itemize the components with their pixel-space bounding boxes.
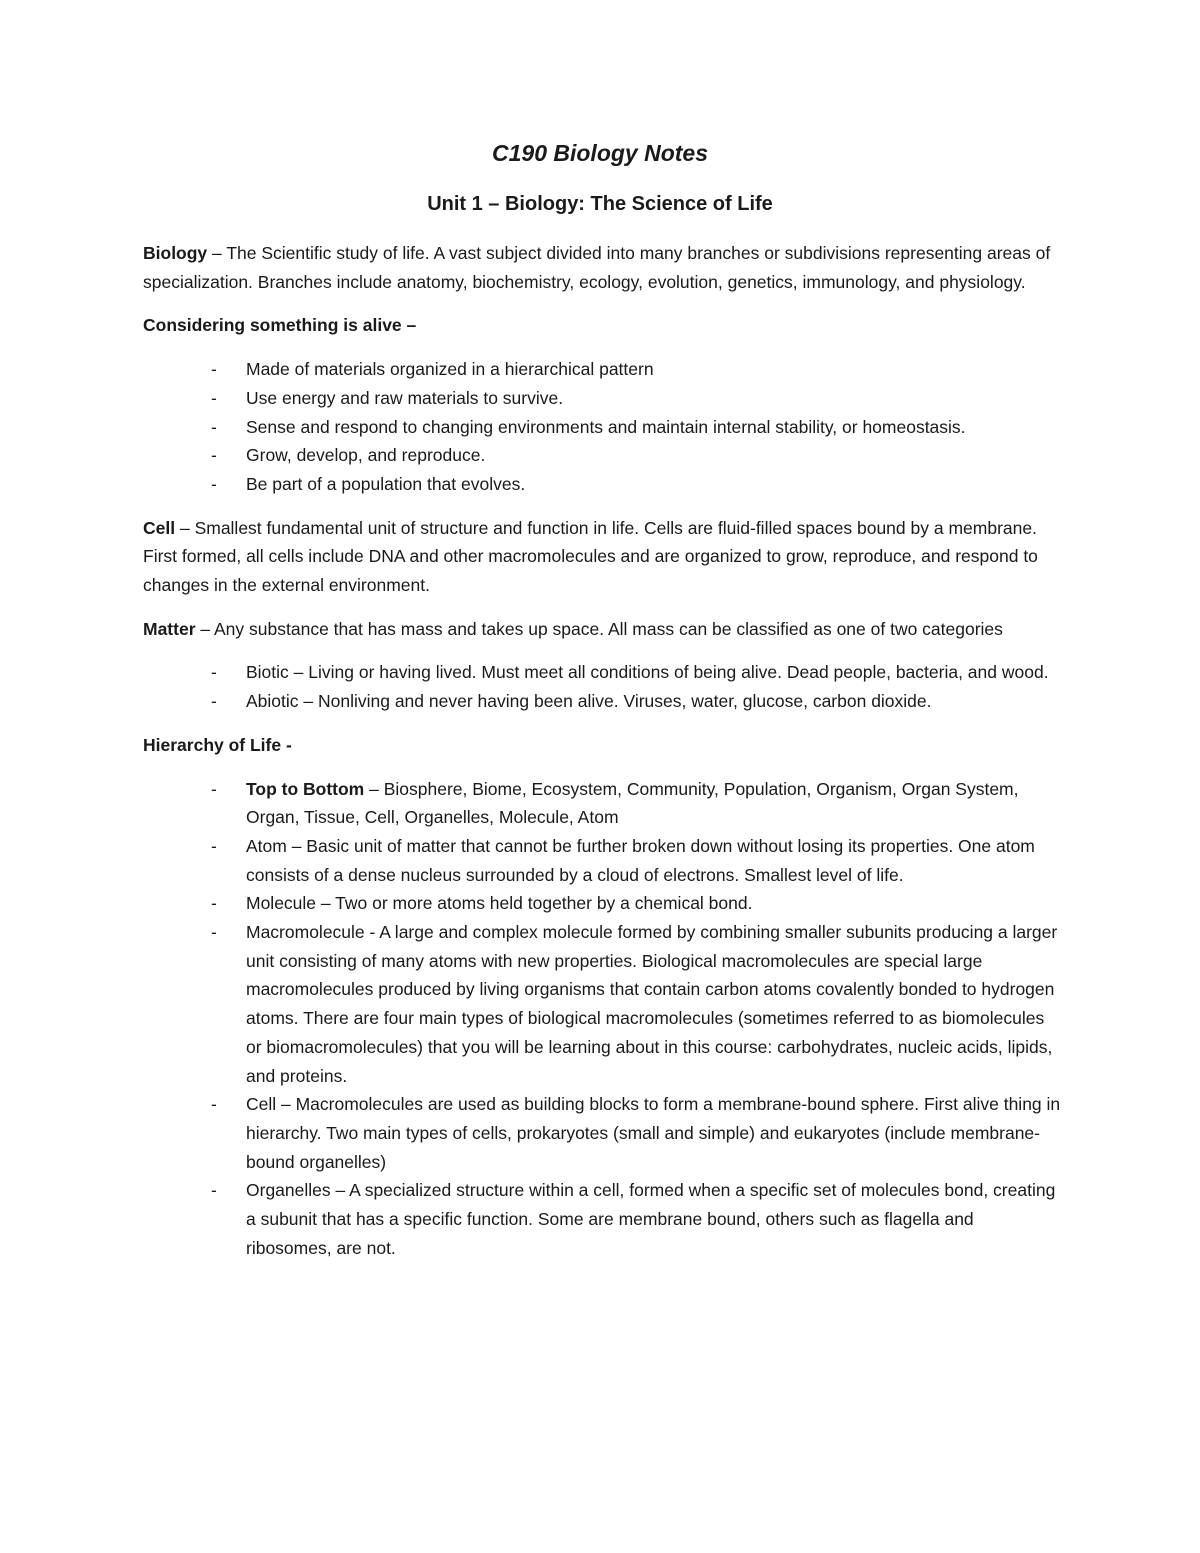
- dash-bullet: -: [211, 445, 217, 466]
- list-item-text: Grow, develop, and reproduce.: [246, 445, 486, 466]
- document-title: C190 Biology Notes: [492, 140, 708, 166]
- document-body: [143, 239, 1063, 1278]
- list-item: [143, 470, 1063, 499]
- list-item: [143, 658, 1063, 687]
- alive-criteria-list: [143, 355, 1063, 499]
- list-item: [143, 687, 1063, 716]
- alive-heading: [143, 311, 1063, 340]
- list-item: [143, 1090, 1063, 1176]
- list-item-text: Use energy and raw materials to survive.: [246, 387, 564, 408]
- hierarchy-heading: [143, 731, 1063, 760]
- unit-heading: Unit 1 – Biology: The Science of Life: [427, 193, 773, 215]
- matter-categories-list: [143, 658, 1063, 715]
- alive-heading-text: Considering something is alive –: [143, 315, 417, 336]
- list-item-text: Abiotic – Nonliving and never having been alive. Viruses, water, glucose, carbon dioxide.: [246, 691, 932, 712]
- list-item: [143, 832, 1063, 889]
- list-item: [143, 1176, 1063, 1262]
- cell-text: – Smallest fundamental unit of structure and function in life. Cells are fluid-filled spaces bound by a membrane. First formed, all cells include DNA and other macromolecules and are organized to grow, reproduce, and respond to changes in the external environment.: [143, 517, 1038, 596]
- list-item-text: Be part of a population that evolves.: [246, 473, 526, 494]
- dash-bullet: -: [211, 835, 217, 856]
- hierarchy-heading-text: Hierarchy of Life -: [143, 734, 292, 755]
- matter-term: Matter: [143, 618, 196, 639]
- list-item: [143, 413, 1063, 442]
- list-item-text: – Biosphere, Biome, Ecosystem, Community, Population, Organism, Organ System, Organ, Tissue, Cell, Organelles, Molecule, Atom: [246, 778, 1019, 828]
- list-item-text: Organelles – A specialized structure within a cell, formed when a specific set of molecules bond, creating a subunit that has a specific function. Some are membrane bound, others such as flagella and ribosomes, are not.: [246, 1180, 1056, 1258]
- dash-bullet: -: [211, 778, 217, 799]
- list-item-text: Sense and respond to changing environments and maintain internal stability, or homeostasis.: [246, 416, 966, 437]
- list-item-text: Atom – Basic unit of matter that cannot be further broken down without losing its properties. One atom consists of a dense nucleus surrounded by a cloud of electrons. Smallest level of life.: [246, 835, 1035, 885]
- dash-bullet: -: [211, 922, 217, 943]
- list-item-text: Macromolecule - A large and complex molecule formed by combining smaller subunits producing a larger unit consisting of many atoms with new properties. Biological macromolecules are special large macromolecules produced by living organisms that contain carbon atoms covalently bonded to hydrogen atoms. There are four main types of biological macromolecules (sometimes referred to as biomolecules or biomacromolecules) that you will be learning about in this course: carbohydrates, nucleic acids, lipids, and proteins.: [246, 922, 1058, 1086]
- cell-term: Cell: [143, 517, 176, 538]
- list-item: [143, 441, 1063, 470]
- dash-bullet: -: [211, 1094, 217, 1115]
- hierarchy-list: [143, 775, 1063, 1263]
- list-item: [143, 918, 1063, 1090]
- list-item-text: Biotic – Living or having lived. Must meet all conditions of being alive. Dead people, bacteria, and wood.: [246, 662, 1049, 683]
- dash-bullet: -: [211, 359, 217, 380]
- list-item-text: Cell – Macromolecules are used as building blocks to form a membrane-bound sphere. First alive thing in hierarchy. Two main types of cells, prokaryotes (small and simple) and eukaryotes (include membrane-bound organelles): [246, 1094, 1061, 1172]
- biology-text: – The Scientific study of life. A vast subject divided into many branches or subdivisions representing areas of specialization. Branches include anatomy, biochemistry, ecology, evolution, genetics, immunology, and physiology.: [143, 243, 1051, 292]
- dash-bullet: -: [211, 662, 217, 683]
- matter-text: – Any substance that has mass and takes up space. All mass can be classified as one of two categories: [195, 618, 1003, 639]
- cell-definition: [143, 514, 1063, 600]
- list-item: [143, 775, 1063, 832]
- matter-definition: [143, 615, 1063, 644]
- top-to-bottom-term: Top to Bottom: [246, 778, 365, 799]
- list-item-text: Made of materials organized in a hierarchical pattern: [246, 359, 654, 380]
- list-item: [143, 384, 1063, 413]
- dash-bullet: -: [211, 416, 217, 437]
- dash-bullet: -: [211, 1180, 217, 1201]
- dash-bullet: -: [211, 473, 217, 494]
- list-item: [143, 355, 1063, 384]
- biology-definition: [143, 239, 1063, 296]
- dash-bullet: -: [211, 691, 217, 712]
- dash-bullet: -: [211, 387, 217, 408]
- list-item-text: Molecule – Two or more atoms held together by a chemical bond.: [246, 893, 753, 914]
- list-item: [143, 889, 1063, 918]
- dash-bullet: -: [211, 893, 217, 914]
- biology-term: Biology: [143, 243, 208, 263]
